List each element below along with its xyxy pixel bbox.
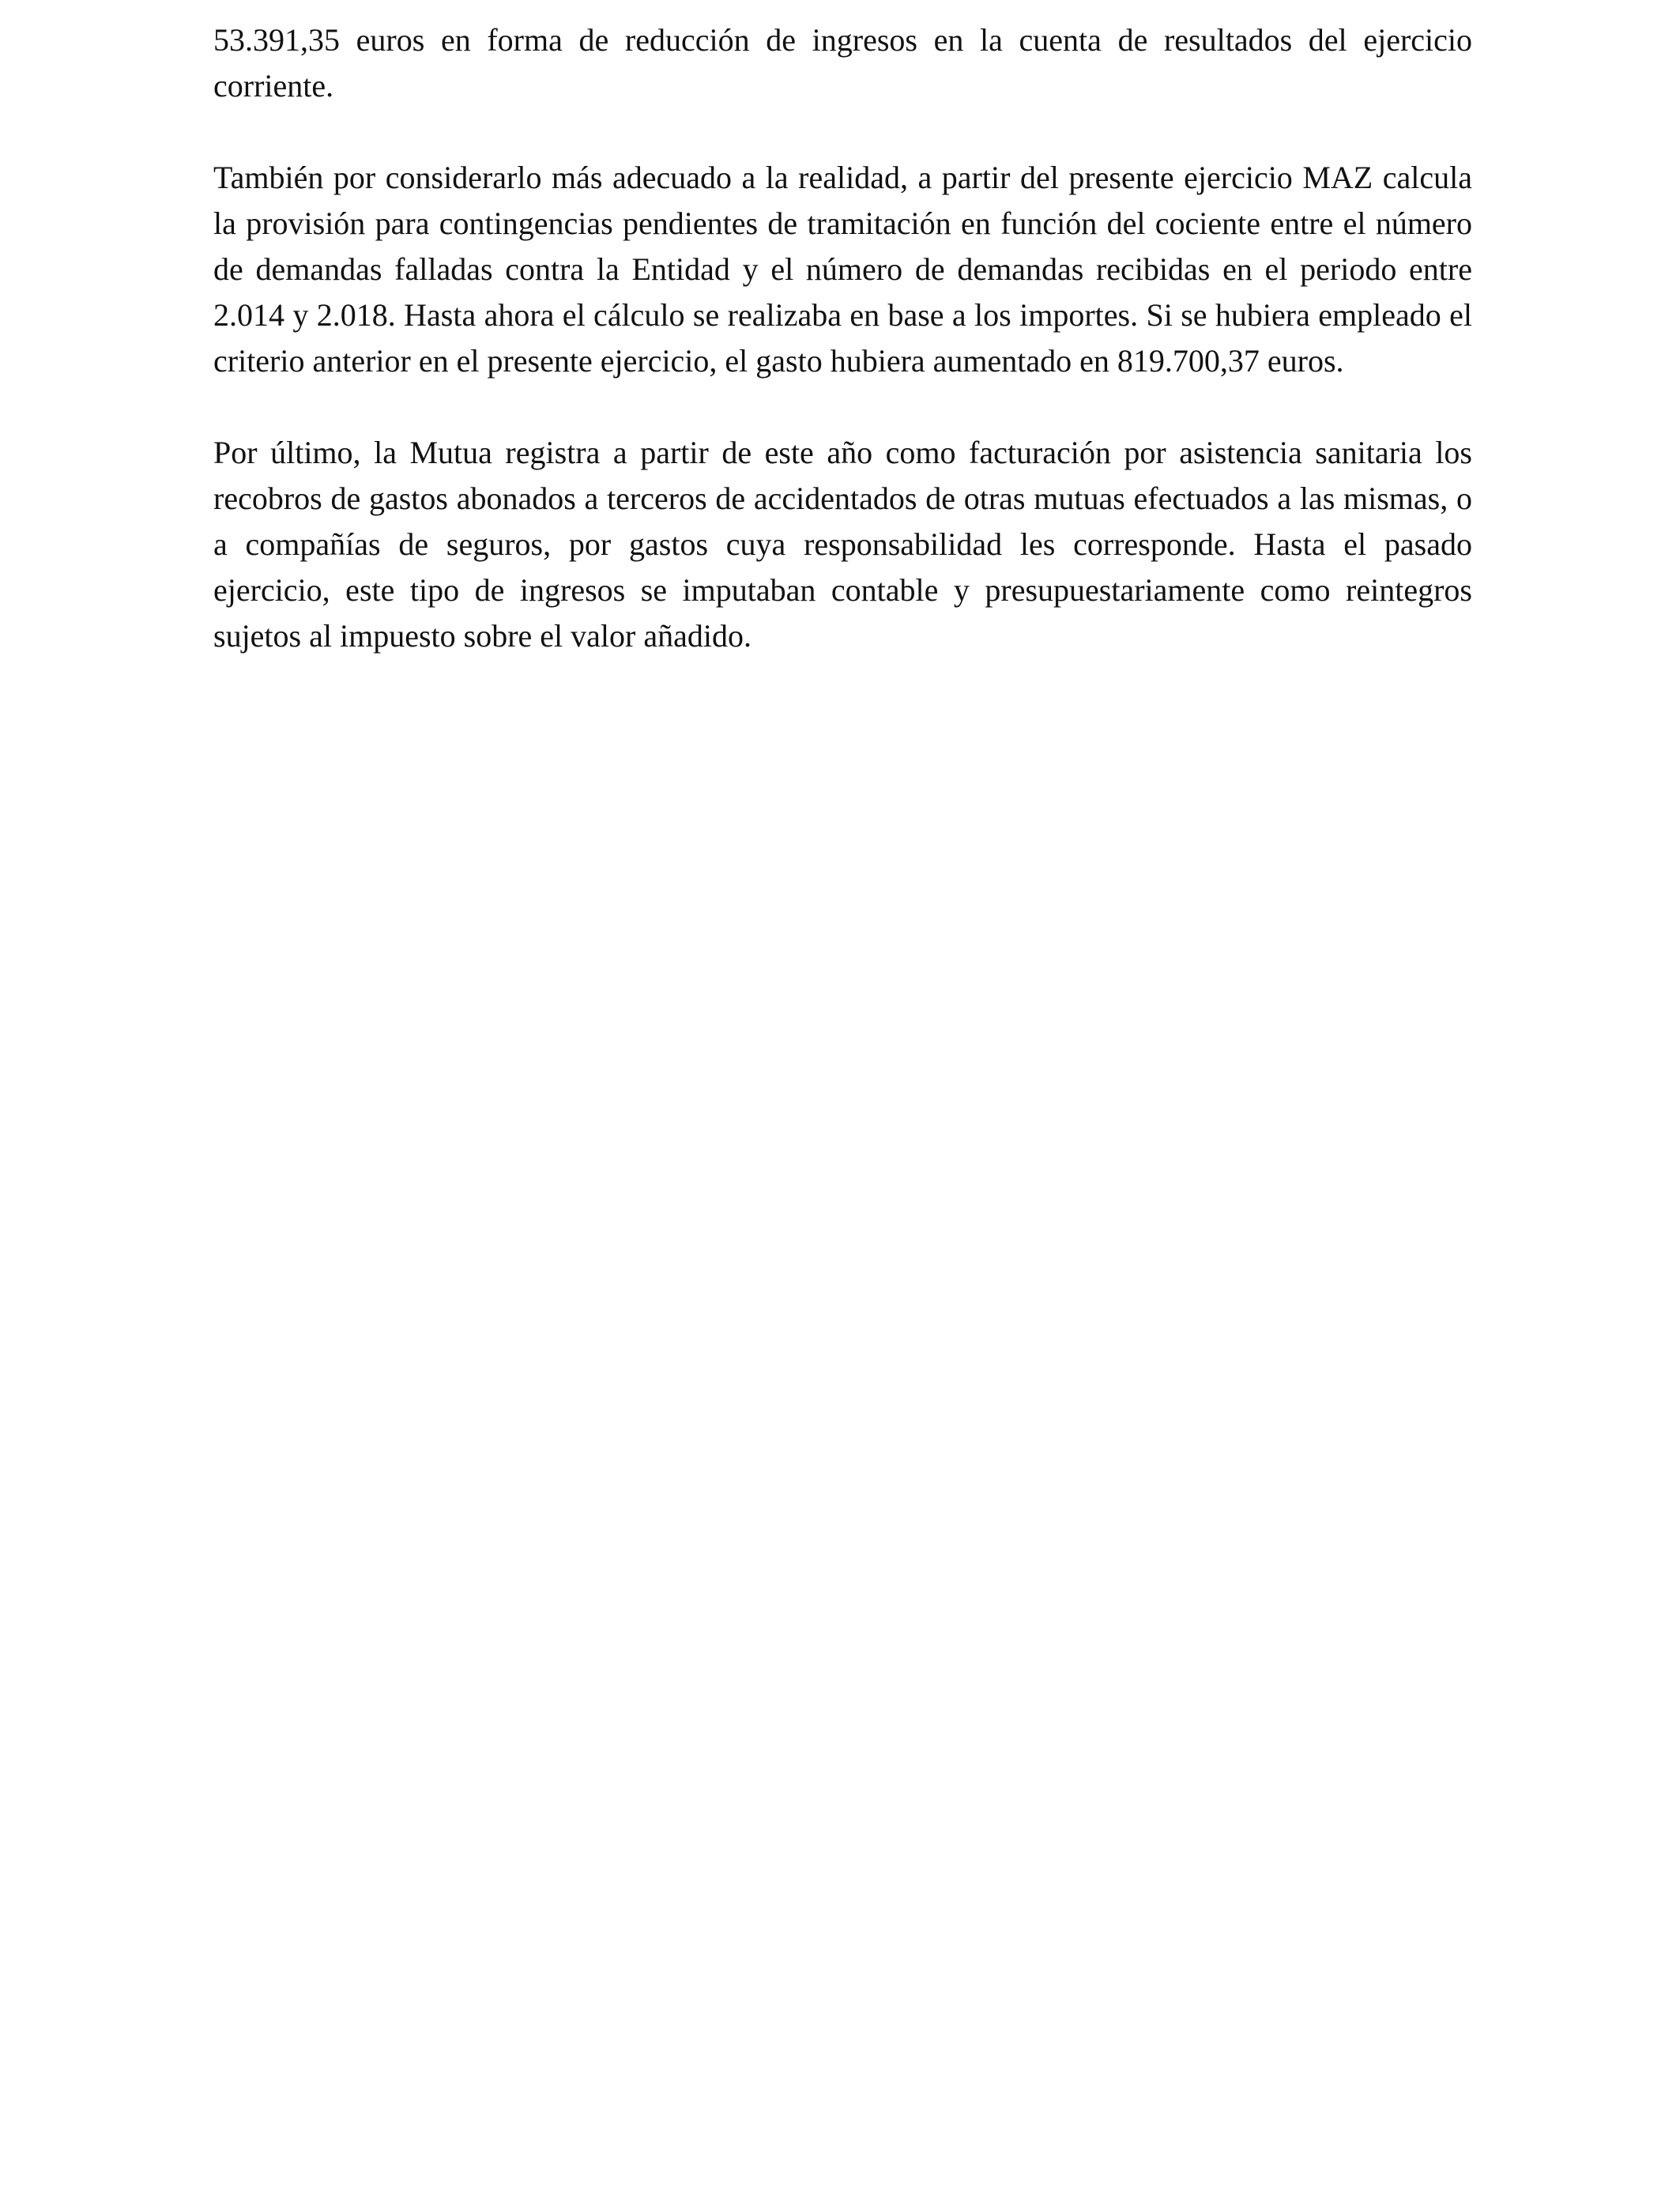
paragraph-provision-criteria: También por considerarlo más adecuado a la realidad, a partir del presente ejercicio MAZ calcula la provisión para contingencias pendientes de tramitación en función del cociente entre el número de demandas falladas contra la Entidad y el número de demandas recibidas en el periodo entre 2.014 y 2.018. Hasta ahora el cálculo se realizaba en base a los importes. Si se hubiera empleado el criterio anterior en el presente ejercicio, el gasto hubiera aumentado en 819.700,37 euros. [213, 160, 1472, 379]
paragraph-billing-recoveries: Por último, la Mutua registra a partir de este año como facturación por asistencia sanitaria los recobros de gastos abonados a terceros de accidentados de otras mutuas efectuados a las mismas, o a compañías de seguros, por gastos cuya responsabilidad les corresponde. Hasta el pasado ejercicio, este tipo de ingresos se imputaban contable y presupuestariamente como reintegros sujetos al impuesto sobre el valor añadido. [213, 435, 1472, 654]
document-body [213, 17, 1472, 705]
paragraph-continuation: 53.391,35 euros en forma de reducción de ingresos en la cuenta de resultados del ejercicio corriente. [213, 22, 1472, 104]
